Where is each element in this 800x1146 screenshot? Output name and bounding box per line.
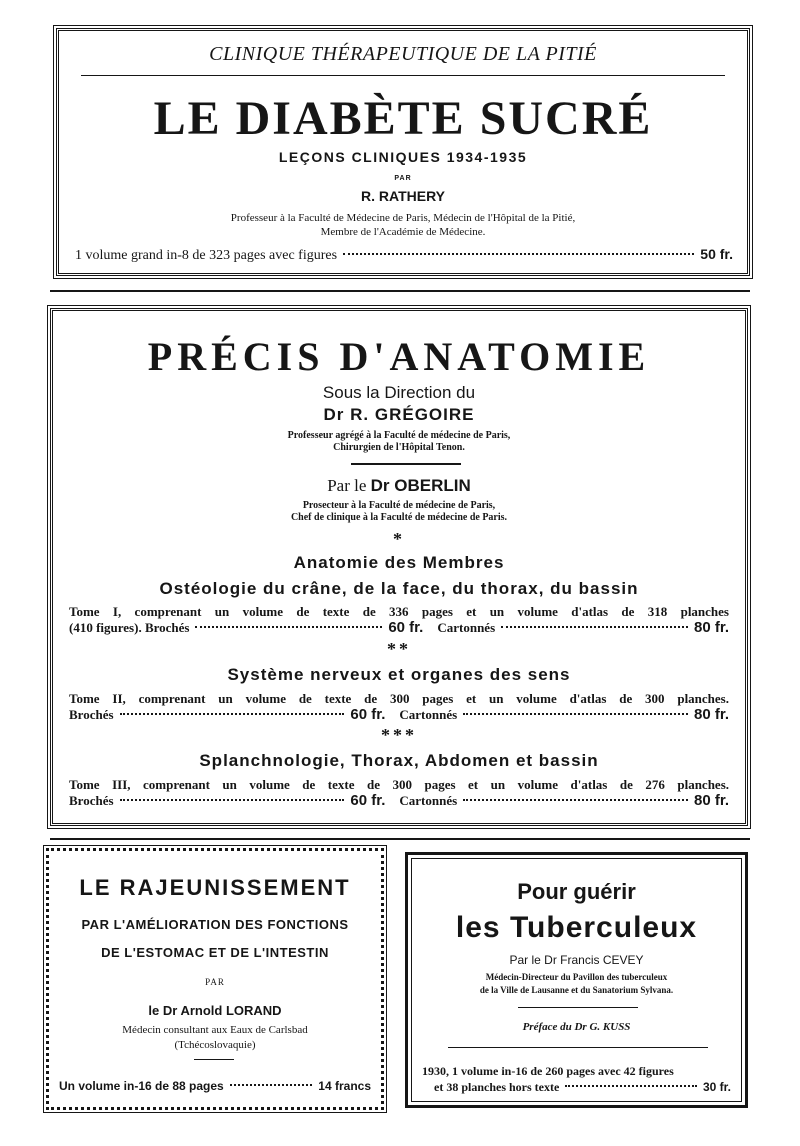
author-name: le Dr Arnold LORAND	[148, 1003, 282, 1018]
broche-price: 60 fr.	[388, 619, 424, 636]
divider	[81, 75, 725, 76]
rajeunissement-advertisement	[46, 848, 384, 1110]
leader-dots	[195, 626, 382, 628]
subtitle-line: PAR L'AMÉLIORATION DES FONCTIONS	[81, 917, 349, 932]
broche-label: Brochés	[69, 707, 114, 722]
affiliation-line: Membre de l'Académie de Médecine.	[320, 226, 486, 238]
section-subheading: Ostéologie du crâne, de la face, du thorax, du bassin	[159, 579, 639, 598]
price: 14 francs	[318, 1079, 371, 1093]
leader-dots	[120, 799, 345, 801]
book-subtitle: LEÇONS CLINIQUES 1934-1935	[278, 149, 528, 165]
tome-text: Tome II, comprenant un volume de texte de 300 pages et un volume d'atlas de 300 planches.	[69, 691, 729, 706]
section-stars: ***	[381, 725, 417, 745]
divider	[518, 1007, 638, 1008]
divider	[448, 1047, 708, 1048]
price-line	[422, 1079, 731, 1095]
cartonne-label: Cartonnés	[399, 793, 458, 808]
par-label: PAR	[205, 977, 225, 987]
anatomie-advertisement	[50, 308, 748, 826]
author-name: Dr OBERLIN	[370, 476, 471, 495]
director-affiliation	[53, 430, 745, 454]
book-subtitle	[49, 911, 381, 967]
broche-label: (410 figures). Brochés	[69, 620, 190, 635]
tome-text: Tome III, comprenant un volume de texte de 300 pages et un volume d'atlas de 276 planches.	[69, 777, 729, 792]
tuberculeux-advertisement	[405, 852, 748, 1108]
price-line	[75, 246, 733, 264]
author-affiliation	[408, 971, 745, 997]
broche-price: 60 fr.	[350, 792, 386, 809]
cartonne-price: 80 fr.	[693, 792, 730, 809]
tome-description	[69, 691, 729, 723]
tome-prices	[69, 793, 729, 809]
affiliation-line: de la Ville de Lausanne et du Sanatorium Sylvana.	[479, 985, 674, 995]
leader-dots	[120, 713, 345, 715]
book-title-line: les Tuberculeux	[455, 911, 698, 944]
affiliation-line: Prosecteur à la Faculté de médecine de Paris,	[302, 500, 496, 511]
subtitle-line: DE L'ESTOMAC ET DE L'INTESTIN	[101, 945, 329, 960]
separator-rule	[50, 838, 750, 840]
tome-text: Tome I, comprenant un volume de texte de 336 pages et un volume d'atlas de 318 planches	[69, 604, 729, 619]
divider	[194, 1059, 234, 1060]
tome-description	[69, 604, 729, 636]
price: 50 fr.	[700, 246, 733, 262]
author-affiliation	[53, 500, 745, 524]
affiliation-line: (Tchécoslovaquie)	[174, 1039, 256, 1051]
affiliation-line: Médecin-Directeur du Pavillon des tuberculeux	[485, 972, 668, 982]
affiliation-line: Chef de clinique à la Faculté de médecine de Paris.	[290, 512, 508, 523]
book-title-line: Pour guérir	[517, 879, 636, 904]
tome-prices	[69, 707, 729, 723]
cartonne-price: 80 fr.	[693, 706, 730, 723]
book-title: PRÉCIS D'ANATOMIE	[147, 334, 651, 379]
volume-description: Un volume in-16 de 88 pages	[59, 1079, 224, 1093]
direction-label: Sous la Direction du	[322, 383, 476, 402]
par-label: PAR	[394, 175, 412, 182]
book-title: LE RAJEUNISSEMENT	[79, 875, 351, 900]
cartonne-label: Cartonnés	[399, 707, 458, 722]
section-heading: Système nerveux et organes des sens	[227, 665, 571, 684]
section-heading: Splanchnologie, Thorax, Abdomen et bassin	[199, 751, 599, 770]
diabete-advertisement	[56, 28, 750, 276]
divider	[351, 463, 461, 465]
preface-credit: Préface du Dr G. KUSS	[522, 1021, 631, 1033]
volume-line: et 38 planches hors texte	[434, 1080, 560, 1094]
section-stars: **	[387, 639, 411, 659]
leader-dots	[343, 253, 694, 255]
leader-dots	[463, 799, 688, 801]
clinic-heading: CLINIQUE THÉRAPEUTIQUE DE LA PITIÉ	[209, 43, 597, 65]
broche-price: 60 fr.	[350, 706, 386, 723]
by-prefix: Par le	[327, 476, 367, 495]
separator-rule	[50, 290, 750, 292]
section-stars: *	[393, 529, 405, 549]
tome-prices	[69, 620, 729, 636]
author-affiliation	[59, 211, 747, 239]
author-name: Par le Dr Francis CEVEY	[509, 953, 644, 967]
volume-description: 1 volume grand in-8 de 323 pages avec figures	[75, 248, 338, 263]
price-line	[59, 1079, 371, 1093]
book-title: LE DIABÈTE SUCRÉ	[153, 92, 653, 145]
leader-dots	[501, 626, 688, 628]
author-name: R. RATHERY	[361, 188, 445, 204]
cartonne-price: 80 fr.	[693, 619, 730, 636]
section-heading: Anatomie des Membres	[293, 553, 505, 572]
leader-dots	[230, 1084, 313, 1086]
affiliation-line: Chirurgien de l'Hôpital Tenon.	[333, 442, 465, 453]
broche-label: Brochés	[69, 793, 114, 808]
author-line	[53, 476, 745, 496]
volume-line: 1930, 1 volume in-16 de 260 pages avec 42 figures	[422, 1064, 674, 1078]
affiliation-line: Professeur à la Faculté de Médecine de Paris, Médecin de l'Hôpital de la Pitié,	[230, 212, 576, 224]
affiliation-line: Médecin consultant aux Eaux de Carlsbad	[122, 1024, 308, 1036]
cartonne-label: Cartonnés	[437, 620, 496, 635]
tome-description	[69, 777, 729, 809]
director-name: Dr R. GRÉGOIRE	[323, 405, 475, 424]
price: 30 fr.	[702, 1080, 731, 1094]
author-affiliation	[49, 1023, 381, 1053]
leader-dots	[463, 713, 688, 715]
affiliation-line: Professeur agrégé à la Faculté de médecine de Paris,	[287, 430, 511, 441]
volume-description	[422, 1063, 731, 1095]
leader-dots	[565, 1085, 697, 1087]
